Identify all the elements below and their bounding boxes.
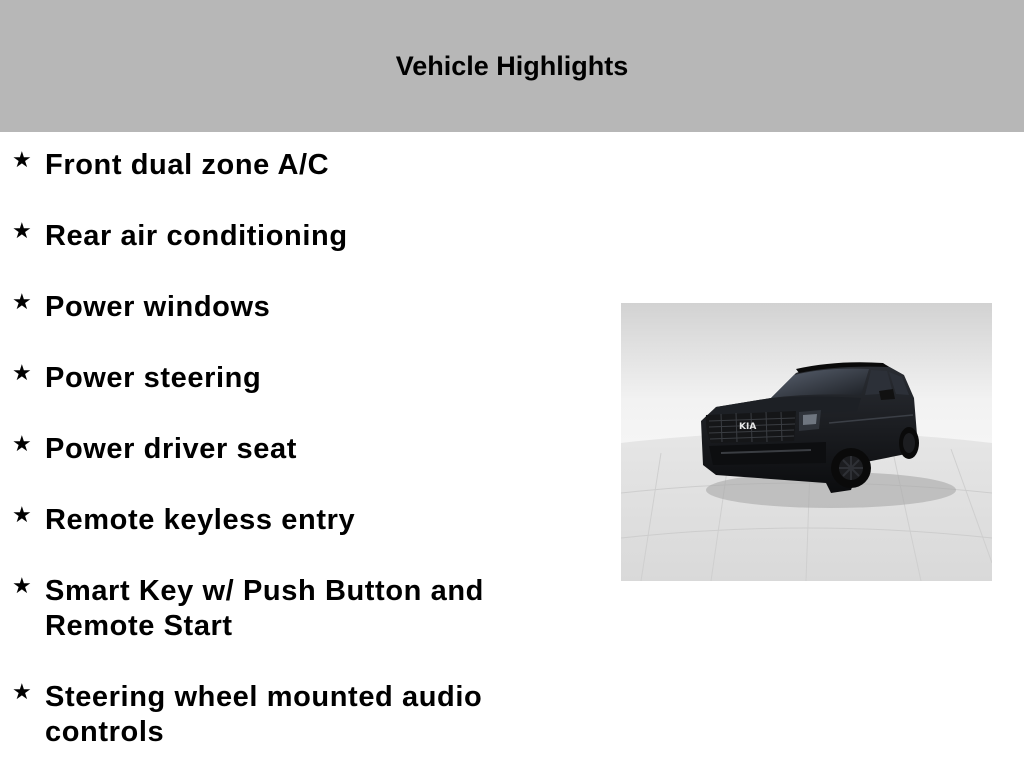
feature-label: Steering wheel mounted audio controls <box>45 681 483 748</box>
feature-label: Power steering <box>45 362 262 394</box>
feature-label: Remote keyless entry <box>45 504 356 536</box>
feature-item <box>0 432 590 467</box>
feature-item <box>0 290 590 325</box>
feature-label: Power windows <box>45 291 271 323</box>
star-icon: ★ <box>12 148 33 173</box>
feature-item <box>0 574 590 644</box>
vehicle-photo <box>621 303 992 581</box>
page-title: Vehicle Highlights <box>395 50 629 81</box>
star-icon: ★ <box>12 219 33 244</box>
star-icon: ★ <box>12 361 33 386</box>
feature-item <box>0 148 590 183</box>
star-icon: ★ <box>12 432 33 457</box>
star-icon: ★ <box>12 503 33 528</box>
star-icon: ★ <box>12 290 33 315</box>
feature-item <box>0 503 590 538</box>
star-icon: ★ <box>12 574 33 599</box>
feature-list <box>0 148 590 768</box>
star-icon: ★ <box>12 680 33 705</box>
feature-label: Smart Key w/ Push Button and Remote Start <box>45 575 484 642</box>
feature-label: Rear air conditioning <box>45 220 348 252</box>
header-bar <box>0 0 1024 132</box>
feature-item <box>0 361 590 396</box>
kia-logo: KIA <box>739 422 757 432</box>
feature-item <box>0 680 590 750</box>
feature-item <box>0 219 590 254</box>
feature-label: Power driver seat <box>45 433 297 465</box>
feature-label: Front dual zone A/C <box>45 149 330 181</box>
